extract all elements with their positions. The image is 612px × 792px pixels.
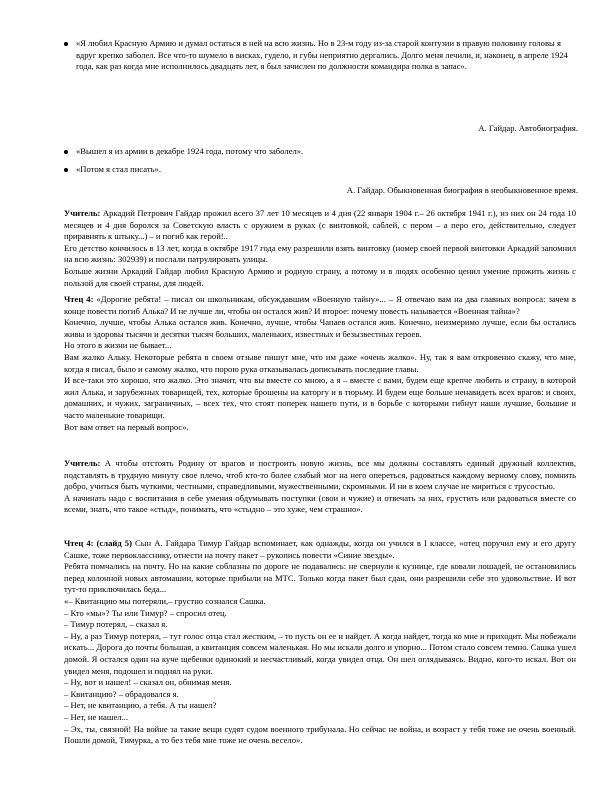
quote-list-1 [64, 38, 572, 73]
bullet-icon [64, 42, 68, 46]
speaker-label: Чтец 4: [64, 294, 94, 304]
teacher-paragraph-1: Учитель: Аркадий Петрович Гайдар прожил всего 37 лет 10 месяцев и 4 дня (22 января 1904 г.– 26 октября 1941 г.), из них он 24 года 10 месяцев и 4 дня боролся за Советскую власть с оружием в руках (с винтовкой, саблей, с пером – а перо его, действительно, следует приравнять к штыку...) – и погиб как герой!.. Его детство кончилось в 13 лет, когда в октябре 1917 года ему разрешили взять винтовку (номер своей первой винтовки Аркадий запомнил на всю жизнь: 302939) и послали патрулировать улицы. Больше жизни Аркадий Гайдар любил Красную Армию и родную страну, а потому и в людях особенно ценил умение прожить жизнь с пользой для своей страны, для людей. [64, 208, 576, 288]
speaker-label: Учитель: [64, 208, 101, 218]
bullet-icon [64, 168, 68, 172]
speaker-label: Чтец 4: (слайд 5) [64, 538, 132, 548]
list-item: «Потом я стал писать». [64, 164, 572, 176]
bullet-icon [64, 150, 68, 154]
list-item: «Я любил Красную Армию и думал остаться в ней на всю жизнь. Но в 23-м году из-за старой контузии в правую половину головы я вдруг крепко заболел. Все что-то шумело в висках, гудело, и губы неприятно дергались. Долго меня лечили, и, наконец, в апреле 1924 года, как раз когда мне исполнилось двадцать лет, я был зачислен по должности командира полка в запас». [64, 38, 572, 73]
speaker-label: Учитель: [64, 458, 101, 468]
signature-autobiography: А. Гайдар. Автобиография. [478, 123, 578, 133]
reader-paragraph-2: Чтец 4: (слайд 5) Сын А. Гайдара Тимур Гайдар вспоминает, как однажды, когда он учился в I классе, «отец поручил ему и его другу Сашке, тоже первокласснику, отнести на почту пакет – рукопись повести «Синие звезды». Ребята помчались на почту. Но на какие соблазны по дороге не подавались: не свернули к кузнице, где ковали лошадей, не остановились перед колонной новых автомашин, которые прибыли на МТС. Только когда пакет был сдан, они разрешили себе это удовольствие. И вот тут-то приключилась беда... «– Квитанцию мы потеряли,– грустно сознался Сашка. – Кто «мы»? Ты или Тимур? – спросил отец. – Тимур потерял, – сказал я. – Ну, а раз Тимур потерял, – тут голос отца стал жестким, – то пусть он ее и найдет. А когда найдет, тогда ко мне и приходит. Мы побежали искать... Дорога до почты большая, а квитанция совсем маленькая. Но мы искали долго и упорно... Потом стало совсем темно. Сашка ушел домой. Я остался один на куче щебенки одинокий и несчастливый, когда увидел отца. Он шел оглядываясь. Видно, кого-то искал. Вот он увидел меня, подошел и поднял на руки. – Ну, вот и нашел! – сказал он, обнимая меня. – Квитанцию? – обрадовался я. – Нет, не квитанцию, а тебя. А ты нашел? – Нет, не нашел... – Эх, ты, связной! На войне за такие вещи судят судом военного трибунала. Но сейчас не война, и возраст у тебя тоже не очень военный. Пошли домой, Тимурка, а то без тебя мне тоже не очень весело». [64, 538, 576, 746]
teacher-paragraph-2: Учитель: А чтобы отстоять Родину от врагов и построить новую жизнь, все мы должны составлять единый дружный коллектив, подставлять в трудную минуту свое плечо, чтоб кто-то более слабый мог на него опереться, радоваться каждому верному слову, помнить добро, учиться быть чуткими, честными, справедливыми, мужественными, скромными. И ни в коем случае не мириться с трусостью. А начинать надо с воспитания в себе умения обдумывать поступки (свои и чужие) и отвечать за них, грустить или радоваться вместе со всеми, знать, что такое «стыд», понимать, что «стыдно – это хуже, чем страшно». [64, 458, 576, 515]
reader-paragraph-1: Чтец 4: «Дорогие ребята! – писал он школьникам, обсуждавшим «Военную тайну»... – Я отвечаю вам на два главных вопроса: зачем в конце повести погиб Алька? И не лучше ли, чтобы он остался жив? И второе: почему повесть называется «Военная тайна»? Конечно, лучше, чтобы Алька остался жив. Конечно, лучше, чтобы Чапаев остался жив. Конечно, неизмеримо лучше, если бы остались живы и здоровы тысячи и десятки тысяч больших, маленьких, известных и безызвестных героев. Но этого в жизни не бывает... Вам жалко Альку. Некоторые ребята в своем отзыве пишут мне, что им даже «очень жалко». Ну, так я вам откровенно скажу, что мне, когда я писал, было и самому жалко, что порою рука отказывалась дописывать последние главы. И все-таки это хорошо, что жалко. Это значит, что вы вместе со мною, а я – вместе с вами, будем еще крепче любить и страну, в которой жил Алька, и зарубежных товарищей, тех, которые брошены на каторгу и в тюрьму. И будем еще больше ненавидеть всех врагов: и своих, домашних, и чужих, заграничных, – всех тех, что стоят поперек нашего пути, и в борьбе с которыми гибнут наши лучшие, большие и часто маленькие товарищи. Вот вам ответ на первый вопрос». [64, 294, 576, 432]
quote-list-2 [64, 146, 572, 175]
list-item: «Вышел я из армии в декабре 1924 года, потому что заболел». [64, 146, 572, 158]
signature-biography: А. Гайдар. Обыкновенная биография в необыкновенное время. [346, 185, 578, 195]
